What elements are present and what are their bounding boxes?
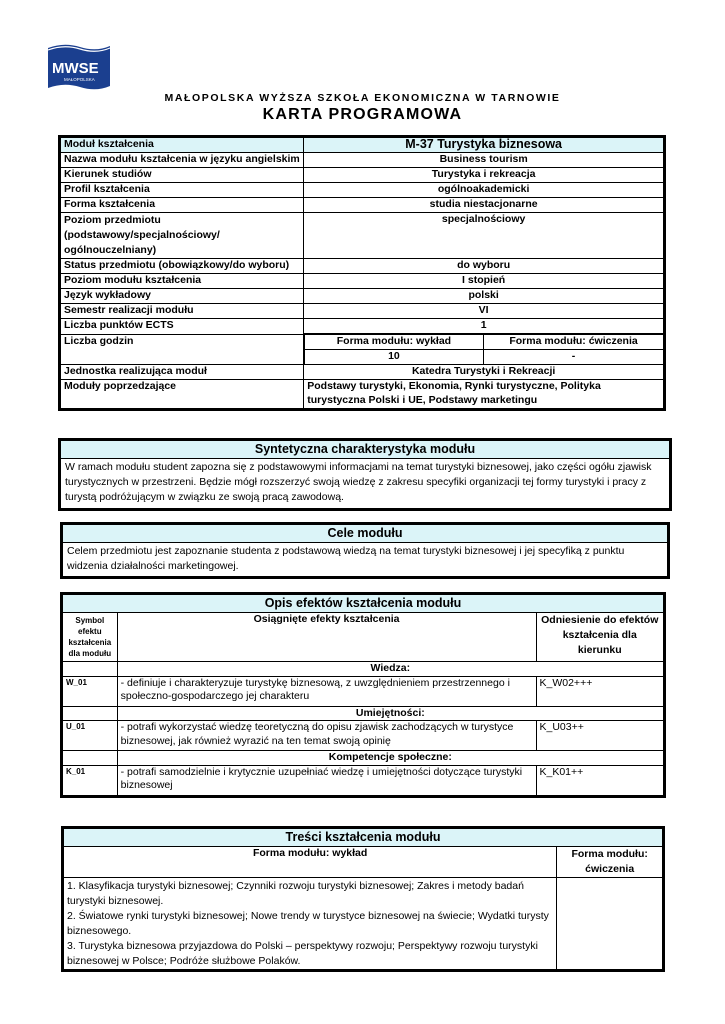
level-value: specjalnościowy	[304, 213, 665, 259]
logo-subtext: MAŁOPOLSKA	[64, 77, 95, 82]
module-value: M-37 Turystyka biznesowa	[304, 137, 665, 153]
info-value: Business tourism	[304, 153, 665, 168]
level-label: Poziom przedmiotu (podstawowy/specjalnościowy/ ogólnouczelniany)	[60, 213, 304, 259]
prerequisites-value: Podstawy turystyki, Ekonomia, Rynki turystyczne, Polityka turystyczna Polski i UE, Podstawy marketingu	[304, 380, 665, 410]
content-exercise-header: Forma modułu: ćwiczenia	[557, 847, 664, 878]
outcome-symbol: W_01	[62, 676, 118, 706]
school-name: MAŁOPOLSKA WYŻSZA SZKOŁA EKONOMICZNA W TARNOWIE	[164, 92, 561, 104]
info-value: ogólnoakademicki	[304, 183, 665, 198]
synthesis-text: W ramach modułu student zapozna się z podstawowymi informacjami na temat turystyki biznesowej, jako części ogółu zjawisk turystycznych w przestrzeni. Będzie mógł rozszerzyć swoją wiedzę z zakresu specyfiki organizacji tej formy turystyki i pracy z turystą podróżującym w związku ze swoją pracą zawodową.	[65, 461, 652, 503]
school-logo	[44, 42, 114, 94]
learning-outcomes-table	[60, 592, 666, 798]
content-exercise-cell	[557, 878, 664, 971]
outcome-reference: K_K01++	[536, 765, 665, 796]
content-title: Treści kształcenia modułu	[63, 828, 664, 847]
reference-header: Odniesienie do efektów kształcenia dla kierunku	[536, 613, 665, 662]
info-label: Język wykładowy	[60, 289, 304, 304]
info-value: I stopień	[304, 274, 665, 289]
outcome-symbol: K_01	[62, 765, 118, 796]
content-item: 1. Klasyfikacja turystyki biznesowej; Czynniki rozwoju turystyki biznesowej; Zakres i metody badań turystyki biznesowej.	[67, 880, 524, 907]
outcome-reference: K_U03++	[536, 721, 665, 751]
unit-value: Katedra Turystyki i Rekreacji	[304, 365, 665, 380]
unit-label: Jednostka realizująca moduł	[60, 365, 304, 380]
info-label: Liczba punktów ECTS	[60, 319, 304, 335]
info-value: polski	[304, 289, 665, 304]
outcome-text: - potrafi wykorzystać wiedzę teoretyczną do opisu zjawisk zachodzących w turystyce biznesowej, jak również wyrazić na ten temat swoją opinię	[117, 721, 536, 751]
info-label: Forma kształcenia	[60, 198, 304, 213]
goals-title: Cele modułu	[63, 525, 667, 543]
group-name-knowledge: Wiedza:	[117, 662, 664, 677]
outcomes-header: Osiągnięte efekty kształcenia	[117, 613, 536, 662]
info-label: Nazwa modułu kształcenia w języku angielskim	[60, 153, 304, 168]
document-title: KARTA PROGRAMOWA	[262, 106, 463, 123]
lecture-form-header: Forma modułu: wykład	[304, 334, 484, 350]
synthesis-section	[58, 438, 672, 511]
module-label: Moduł kształcenia	[60, 137, 304, 153]
lecture-hours: 10	[304, 350, 484, 365]
synthesis-title: Syntetyczna charakterystyka modułu	[61, 441, 669, 459]
module-info-table	[58, 135, 666, 411]
info-label: Kierunek studiów	[60, 168, 304, 183]
content-lecture-header: Forma modułu: wykład	[63, 847, 557, 878]
info-label: Profil kształcenia	[60, 183, 304, 198]
content-item: 3. Turystyka biznesowa przyjazdowa do Polski – perspektywy rozwoju; Perspektywy rozwoju turystyki biznesowej w Polsce; Podróże służbowe Polaków.	[67, 940, 538, 967]
outcome-reference: K_W02+++	[536, 676, 665, 706]
info-label: Semestr realizacji modułu	[60, 304, 304, 319]
symbol-header: Symbol efektu kształcenia dla modułu	[62, 613, 118, 662]
info-label: Status przedmiotu (obowiązkowy/do wyboru)	[60, 259, 304, 274]
outcome-text: - definiuje i charakteryzuje turystykę biznesową, z uwzględnieniem przestrzennego i społeczno-gospodarczego jej charakteru	[117, 676, 536, 706]
info-label: Poziom modułu kształcenia	[60, 274, 304, 289]
exercise-hours: -	[484, 350, 665, 365]
info-value: Turystyka i rekreacja	[304, 168, 665, 183]
goals-section	[60, 522, 670, 579]
outcome-symbol: U_01	[62, 721, 118, 751]
info-value: VI	[304, 304, 665, 319]
content-item: 2. Światowe rynki turystyki biznesowej; Nowe trendy w turystyce biznesowej na świecie; Wydatki turysty biznesowego.	[67, 910, 549, 937]
group-name-competences: Kompetencje społeczne:	[117, 751, 664, 766]
content-lecture-list	[63, 878, 557, 971]
info-value: do wyboru	[304, 259, 665, 274]
prerequisites-label: Moduły poprzedzające	[60, 380, 304, 410]
hours-label: Liczba godzin	[60, 334, 304, 365]
exercise-form-header: Forma modułu: ćwiczenia	[484, 334, 665, 350]
goals-text: Celem przedmiotu jest zapoznanie studenta z podstawową wiedzą na temat turystyki biznesowej i jej specyfiką z punktu widzenia działalności marketingowej.	[67, 545, 625, 572]
info-value: 1	[304, 319, 665, 335]
outcome-text: - potrafi samodzielnie i krytycznie uzupełniać wiedzę i umiejętności dotyczące turystyki biznesowej	[117, 765, 536, 796]
info-value: studia niestacjonarne	[304, 198, 665, 213]
outcomes-title: Opis efektów kształcenia modułu	[62, 594, 665, 613]
course-content-table	[61, 826, 665, 972]
group-name-skills: Umiejętności:	[117, 706, 664, 721]
logo-text: MWSE	[52, 60, 99, 77]
